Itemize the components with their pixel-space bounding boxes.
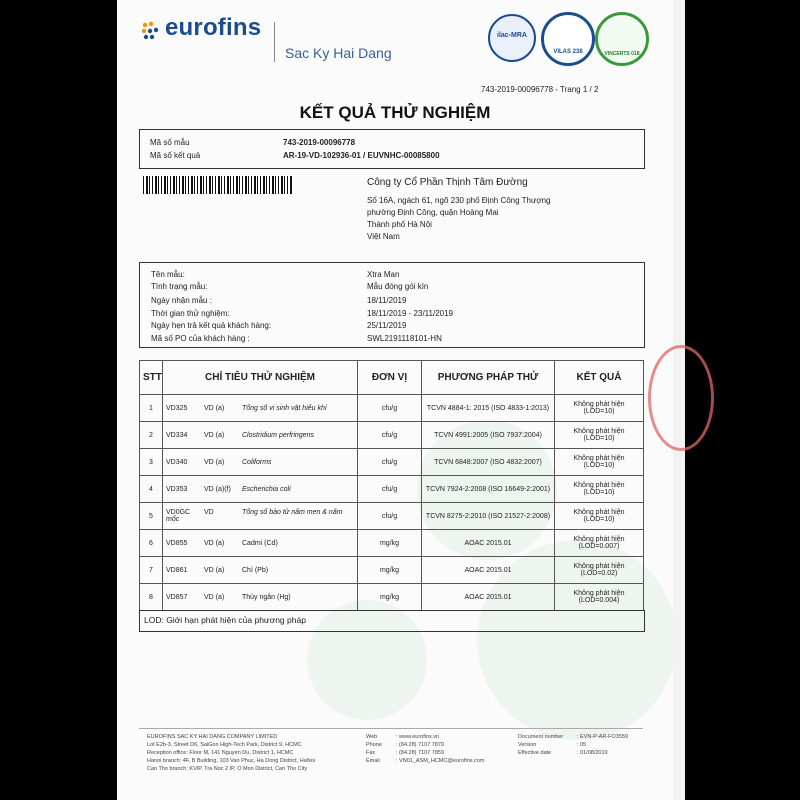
table-row: 8 VD857 VD (a) Thủy ngân (Hg) mg/kg AOAC 2015.01 Không phát hiện (LOD=0.004) — [140, 584, 644, 611]
sample-info-label: Ngày nhận mẫu : — [151, 296, 212, 305]
footer-value: : EVN-P-AR-FO3559 — [577, 734, 629, 740]
footer-label: Fax — [366, 750, 376, 756]
header-method: PHƯƠNG PHÁP THỬ — [422, 361, 555, 395]
footer-address: Hanoi branch: 4F, B Building, 103 Van Phuc, Ha Dong District, HaNoi — [147, 758, 316, 764]
result-cell: Không phát hiện (LOD=10) — [555, 476, 644, 503]
test-cell: VD353 VD (a)(f) Escherichia coli — [163, 476, 358, 503]
result-cell: Không phát hiện (LOD=10) — [555, 503, 644, 530]
client-country: Việt Nam — [367, 232, 400, 241]
footer-company: EUROFINS SAC KY HAI DANG COMPANY LIMITED — [147, 734, 278, 740]
header-result: KẾT QUẢ — [555, 361, 644, 395]
logo-divider — [274, 22, 275, 62]
sample-code-label: Mã số mẫu — [150, 138, 190, 147]
table-row: 2 VD334 VD (a) Clostridium perfringens cfu/g TCVN 4991:2005 (ISO 7937:2004) Không phát hiện (LOD=10) — [140, 422, 644, 449]
lod-note: LOD: Giới hạn phát hiện của phương pháp — [144, 615, 306, 625]
sample-code-value: 743-2019-00096778 — [283, 138, 356, 147]
report-page — [117, 0, 673, 800]
footer-label: Effective date — [518, 750, 552, 756]
result-code-label: Mã số kết quả — [150, 151, 201, 160]
eurofins-logo-icon — [139, 20, 161, 42]
test-cell: VD0GC VD Tổng số bào tử nấm men & nấm mốc — [163, 503, 358, 530]
result-cell: Không phát hiện (LOD=0.004) — [555, 584, 644, 611]
report-title: KẾT QUẢ THỬ NGHIỆM — [299, 103, 491, 122]
page-reference: 743-2019-00096778 - Trang 1 / 2 — [481, 85, 599, 94]
footer-value: : 05 — [577, 742, 587, 748]
table-row: 6 VD855 VD (a) Cadmi (Cd) mg/kg AOAC 2015.01 Không phát hiện (LOD=0.007) — [140, 530, 644, 557]
sample-info-value: 18/11/2019 - 23/11/2019 — [367, 309, 453, 318]
table-row: 3 VD340 VD (a) Coliforms cfu/g TCVN 6848:2007 (ISO 4832:2007) Không phát hiện (LOD=10) — [140, 449, 644, 476]
sample-info-label: Ngày hẹn trả kết quả khách hàng: — [151, 321, 272, 330]
result-cell: Không phát hiện (LOD=10) — [555, 449, 644, 476]
footer-label: Web — [366, 734, 378, 740]
sample-info-value: 25/11/2019 — [367, 321, 407, 330]
result-cell: Không phát hiện (LOD=10) — [555, 422, 644, 449]
test-cell: VD340 VD (a) Coliforms — [163, 449, 358, 476]
vilas-badge-icon: VILAS 238 — [541, 12, 595, 66]
footer-address: Lot E2b-3, Street D6, SaiGon High-Tech Park, District 9, HCMC — [147, 742, 302, 748]
header-stt: STT — [140, 361, 163, 395]
sample-info-label: Tên mẫu: — [151, 270, 185, 279]
footer-label: Phone — [366, 742, 382, 748]
result-cell: Không phát hiện (LOD=0.02) — [555, 557, 644, 584]
vincerts-badge-icon: VINCERTS 018 — [595, 12, 649, 66]
client-address-line1: Số 16A, ngách 61, ngõ 230 phố Định Công Thượng — [367, 196, 551, 205]
footer-value: : (84.28) 7107 7879 — [396, 742, 445, 748]
test-cell: VD855 VD (a) Cadmi (Cd) — [163, 530, 358, 557]
client-name: Công ty Cổ Phần Thịnh Tâm Đường — [367, 177, 528, 188]
footer-value: : 01/08/2019 — [577, 750, 608, 756]
sample-info-label: Tình trạng mẫu: — [151, 282, 208, 291]
footer-web-link[interactable]: : www.eurofins.vn — [396, 734, 440, 740]
header-unit: ĐƠN VỊ — [358, 361, 422, 395]
ilac-mra-badge-icon: ilac-MRA — [488, 14, 536, 62]
result-code-value: AR-19-VD-102936-01 / EUVNHC-00085800 — [283, 151, 440, 160]
client-city: Thành phố Hà Nội — [367, 220, 432, 229]
table-row: 7 VD861 VD (a) Chì (Pb) mg/kg AOAC 2015.01 Không phát hiện (LOD=0.02) — [140, 557, 644, 584]
results-table — [139, 360, 644, 611]
footer-label: Version — [518, 742, 537, 748]
table-row: 5 VD0GC VD Tổng số bào tử nấm men & nấm mốc cfu/g TCVN 8275-2:2010 (ISO 21527-2:2008) Không phát hiện (LOD=10) — [140, 503, 644, 530]
id-box — [139, 129, 645, 169]
client-address-line2: phường Định Công, quận Hoàng Mai — [367, 208, 499, 217]
result-cell: Không phát hiện (LOD=10) — [555, 395, 644, 422]
table-header-row — [140, 361, 644, 395]
footer-address: Can Tho branch: KVIP, Tra Noc 2 IP, O Mon District, Can Tho City — [147, 766, 308, 772]
sample-info-value: SWL2191118101-HN — [367, 334, 442, 343]
footer-divider — [139, 728, 643, 729]
sample-info-label: Thời gian thử nghiệm: — [151, 309, 230, 318]
footer-email-link[interactable]: : VN01_ASM_HCMC@eurofins.com — [396, 758, 485, 764]
sample-info-label: Mã số PO của khách hàng : — [151, 334, 250, 343]
test-cell: VD325 VD (a) Tổng số vi sinh vật hiếu khí — [163, 395, 358, 422]
result-cell: Không phát hiện (LOD=0.007) — [555, 530, 644, 557]
sample-info-value: Xtra Man — [367, 270, 400, 279]
footer-address: Reception office: Floor M, 141 Nguyen Du, District 1, HCMC — [147, 750, 294, 756]
logo-text: eurofins — [165, 14, 262, 41]
table-row: 4 VD353 VD (a)(f) Escherichia coli cfu/g TCVN 7924-2:2008 (ISO 16649-2:2001) Không phát hiện (LOD=10) — [140, 476, 644, 503]
test-cell: VD861 VD (a) Chì (Pb) — [163, 557, 358, 584]
test-cell: VD334 VD (a) Clostridium perfringens — [163, 422, 358, 449]
sample-info-value: 18/11/2019 — [367, 296, 407, 305]
sample-info-value: Mẫu đóng gói kín — [367, 282, 429, 291]
test-cell: VD857 VD (a) Thủy ngân (Hg) — [163, 584, 358, 611]
header-test: CHỈ TIÊU THỬ NGHIỆM — [163, 361, 358, 395]
red-stamp-icon — [648, 345, 714, 451]
table-row: 1 VD325 VD (a) Tổng số vi sinh vật hiếu khí cfu/g TCVN 4884-1: 2015 (ISO 4833-1:2013) Không phát hiện (LOD=10) — [140, 395, 644, 422]
company-subtitle: Sac Ky Hai Dang — [285, 45, 392, 61]
footer-value: : (84.28) 7107 7859 — [396, 750, 445, 756]
footer-label: Email — [366, 758, 380, 764]
barcode — [143, 176, 293, 194]
footer-label: Document number — [518, 734, 564, 740]
